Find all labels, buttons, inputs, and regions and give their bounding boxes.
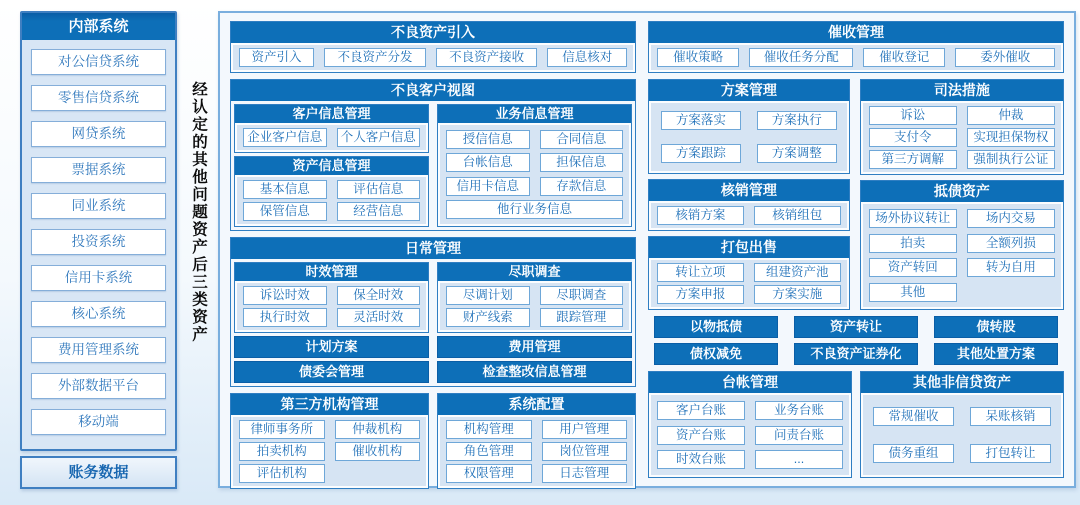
- bar-expense-management[interactable]: 费用管理: [437, 336, 632, 358]
- system-config-module[interactable]: 角色管理: [446, 442, 532, 461]
- section-other-noncredit: [860, 371, 1064, 478]
- disposal-bar[interactable]: 不良资产证券化: [794, 343, 918, 365]
- collateral-asset-module[interactable]: 全额列损: [967, 234, 1055, 253]
- collateral-asset-module[interactable]: 其他: [869, 283, 957, 302]
- internal-system-item[interactable]: 同业系统: [31, 193, 166, 219]
- customer-info-module[interactable]: 企业客户信息: [243, 128, 327, 147]
- main-right-column: [648, 21, 1064, 478]
- system-config-module[interactable]: 机构管理: [446, 420, 532, 439]
- internal-systems-panel: [20, 11, 177, 451]
- due-diligence-module[interactable]: 尽职调查: [540, 286, 624, 305]
- aging-module[interactable]: 执行时效: [243, 308, 327, 327]
- plan-module[interactable]: 方案落实: [661, 111, 741, 130]
- third-party-module[interactable]: 仲裁机构: [335, 420, 421, 439]
- package-sale-title: 打包出售: [649, 237, 849, 258]
- collateral-asset-module[interactable]: 拍卖: [869, 234, 957, 253]
- ledger-title: 台帐管理: [649, 372, 851, 393]
- vertical-category-label: 经认定的其他问题资产后三类资产: [190, 81, 207, 344]
- plan-module[interactable]: 方案执行: [757, 111, 837, 130]
- bar-inspection-rectification[interactable]: 检查整改信息管理: [437, 361, 632, 383]
- ledger-module[interactable]: 资产台账: [657, 426, 745, 445]
- aging-module[interactable]: 诉讼时效: [243, 286, 327, 305]
- customer-view-right: [437, 104, 632, 227]
- section-judicial: [860, 79, 1064, 175]
- main-left-column: [230, 21, 636, 478]
- internal-systems-list: [22, 40, 175, 449]
- business-info-module[interactable]: 他行业务信息: [446, 200, 623, 219]
- section-plan-management: [648, 79, 850, 174]
- daily-body: [231, 259, 635, 386]
- npl-intake-module[interactable]: 资产引入: [239, 48, 314, 67]
- judicial-module[interactable]: 实现担保物权: [967, 128, 1055, 147]
- section-customer-view-title: 不良客户视图: [231, 80, 635, 101]
- due-diligence-modules: [440, 283, 629, 330]
- ledger-module[interactable]: 业务台账: [755, 401, 843, 420]
- right-middle-row: [648, 79, 1064, 310]
- npl-intake-modules: [233, 45, 633, 70]
- ledger-module[interactable]: 时效台账: [657, 450, 745, 469]
- writeoff-module[interactable]: 核销方案: [657, 206, 744, 225]
- collateral-asset-module[interactable]: 场内交易: [967, 209, 1055, 228]
- disposal-bar[interactable]: 资产转让: [794, 316, 918, 338]
- subsection-asset-info: [234, 156, 429, 227]
- subsection-customer-info: [234, 104, 429, 153]
- disposal-bars: [648, 316, 1064, 365]
- system-config-module[interactable]: 岗位管理: [542, 442, 628, 461]
- aging-module[interactable]: 灵活时效: [337, 308, 421, 327]
- system-config-title: 系统配置: [438, 394, 635, 415]
- ledger-module[interactable]: 客户台账: [657, 401, 745, 420]
- section-package-sale: [648, 236, 850, 310]
- internal-system-item[interactable]: 费用管理系统: [31, 337, 166, 363]
- internal-system-item[interactable]: 信用卡系统: [31, 265, 166, 291]
- judicial-module[interactable]: 第三方调解: [869, 150, 957, 169]
- internal-system-item[interactable]: 外部数据平台: [31, 373, 166, 399]
- package-sale-modules: [651, 260, 847, 307]
- disposal-bar[interactable]: 债转股: [934, 316, 1058, 338]
- bar-creditor-committee[interactable]: 债委会管理: [234, 361, 429, 383]
- package-sale-module[interactable]: 方案申报: [657, 285, 744, 304]
- internal-system-item[interactable]: 网贷系统: [31, 121, 166, 147]
- right-bottom-row: [648, 371, 1064, 478]
- plan-management-title: 方案管理: [649, 80, 849, 101]
- other-noncredit-module[interactable]: 呆账核销: [970, 407, 1051, 426]
- right-middle-right: [860, 79, 1064, 310]
- internal-system-item[interactable]: 投资系统: [31, 229, 166, 255]
- collection-module[interactable]: 催收策略: [657, 48, 739, 67]
- section-third-party: [230, 393, 429, 489]
- internal-system-item[interactable]: 核心系统: [31, 301, 166, 327]
- npl-intake-module[interactable]: 不良资产接收: [436, 48, 538, 67]
- business-info-module[interactable]: 存款信息: [540, 177, 624, 196]
- asset-info-modules: [237, 177, 426, 224]
- third-party-module[interactable]: 拍卖机构: [239, 442, 325, 461]
- system-config-module[interactable]: 日志管理: [542, 464, 628, 483]
- customer-info-module[interactable]: 个人客户信息: [337, 128, 421, 147]
- ledger-module[interactable]: 问责台账: [755, 426, 843, 445]
- third-party-module[interactable]: 评估机构: [239, 464, 325, 483]
- other-noncredit-module[interactable]: 打包转让: [970, 444, 1051, 463]
- third-party-module[interactable]: 律师事务所: [239, 420, 325, 439]
- other-noncredit-title: 其他非信贷资产: [861, 372, 1063, 393]
- judicial-title: 司法措施: [861, 80, 1063, 101]
- internal-system-item[interactable]: 对公信贷系统: [31, 49, 166, 75]
- asset-info-module[interactable]: 基本信息: [243, 180, 327, 199]
- collection-module[interactable]: 催收登记: [863, 48, 945, 67]
- plan-module[interactable]: 方案跟踪: [661, 144, 741, 163]
- subsection-aging: [234, 262, 429, 333]
- aging-module[interactable]: 保全时效: [337, 286, 421, 305]
- due-diligence-module[interactable]: 尽调计划: [446, 286, 530, 305]
- section-npl-intake-title: 不良资产引入: [231, 22, 635, 43]
- npl-intake-module[interactable]: 信息核对: [547, 48, 627, 67]
- other-noncredit-module[interactable]: 常规催收: [873, 407, 954, 426]
- system-config-module[interactable]: 权限管理: [446, 464, 532, 483]
- business-info-title: 业务信息管理: [438, 105, 631, 123]
- section-writeoff: [648, 179, 850, 231]
- collection-module[interactable]: 催收任务分配: [749, 48, 853, 67]
- internal-system-item[interactable]: 票据系统: [31, 157, 166, 183]
- due-diligence-module[interactable]: 跟踪管理: [540, 308, 624, 327]
- daily-right: [437, 262, 632, 383]
- other-noncredit-modules: [863, 395, 1061, 475]
- section-system-config: [437, 393, 636, 489]
- system-config-modules: [440, 417, 633, 486]
- business-info-module[interactable]: 担保信息: [540, 153, 624, 172]
- plan-modules: [651, 103, 847, 171]
- due-diligence-module[interactable]: 财产线索: [446, 308, 530, 327]
- section-customer-view: [230, 79, 636, 231]
- internal-system-item[interactable]: 移动端: [31, 409, 166, 435]
- internal-systems-title: 内部系统: [22, 13, 175, 40]
- customer-view-left: [234, 104, 429, 227]
- judicial-module[interactable]: 诉讼: [869, 106, 957, 125]
- business-info-module[interactable]: 授信信息: [446, 130, 530, 149]
- judicial-module[interactable]: 支付令: [869, 128, 957, 147]
- collection-title: 催收管理: [649, 22, 1063, 43]
- collateral-asset-module[interactable]: 场外协议转让: [869, 209, 957, 228]
- asset-info-module[interactable]: 保管信息: [243, 202, 327, 221]
- daily-management-title: 日常管理: [231, 238, 635, 259]
- aging-title: 时效管理: [235, 263, 428, 281]
- third-party-title: 第三方机构管理: [231, 394, 428, 415]
- customer-info-modules: [237, 125, 426, 150]
- business-info-module[interactable]: 台帐信息: [446, 153, 530, 172]
- writeoff-modules: [651, 203, 847, 228]
- writeoff-module[interactable]: 核销组包: [754, 206, 841, 225]
- internal-system-item[interactable]: 零售信贷系统: [31, 85, 166, 111]
- collateral-asset-module[interactable]: 转为自用: [967, 258, 1055, 277]
- business-info-modules: [440, 125, 629, 224]
- customer-info-title: 客户信息管理: [235, 105, 428, 123]
- disposal-bar[interactable]: 债权减免: [654, 343, 778, 365]
- collateral-asset-module[interactable]: 资产转回: [869, 258, 957, 277]
- package-sale-module[interactable]: 方案实施: [754, 285, 841, 304]
- plan-module[interactable]: 方案调整: [757, 144, 837, 163]
- section-npl-intake: [230, 21, 636, 73]
- collateral-assets-title: 抵债资产: [861, 181, 1063, 202]
- customer-view-body: [231, 101, 635, 230]
- asset-info-title: 资产信息管理: [235, 157, 428, 175]
- aging-modules: [237, 283, 426, 330]
- judicial-modules: [863, 103, 1061, 172]
- judicial-module[interactable]: 强制执行公证: [967, 150, 1055, 169]
- bar-plan-scheme[interactable]: 计划方案: [234, 336, 429, 358]
- section-collateral-assets: [860, 180, 1064, 310]
- system-config-module[interactable]: 用户管理: [542, 420, 628, 439]
- ledger-module[interactable]: ...: [755, 450, 843, 469]
- collection-modules: [651, 45, 1061, 70]
- asset-info-module[interactable]: 经营信息: [337, 202, 421, 221]
- collateral-assets-modules: [863, 204, 1061, 307]
- business-info-module[interactable]: 信用卡信息: [446, 177, 530, 196]
- daily-left: [234, 262, 429, 383]
- section-collection: [648, 21, 1064, 73]
- npl-intake-module[interactable]: 不良资产分发: [324, 48, 426, 67]
- section-ledger: [648, 371, 852, 478]
- section-daily-management: [230, 237, 636, 387]
- finance-data-box[interactable]: 账务数据: [20, 456, 177, 489]
- other-noncredit-module[interactable]: 债务重组: [873, 444, 954, 463]
- package-sale-module[interactable]: 转让立项: [657, 263, 744, 282]
- third-party-modules: [233, 417, 426, 486]
- package-sale-module[interactable]: 组建资产池: [754, 263, 841, 282]
- subsection-due-diligence: [437, 262, 632, 333]
- asset-info-module[interactable]: 评估信息: [337, 180, 421, 199]
- right-middle-left: [648, 79, 850, 310]
- disposal-bar[interactable]: 以物抵债: [654, 316, 778, 338]
- writeoff-title: 核销管理: [649, 180, 849, 201]
- due-diligence-title: 尽职调查: [438, 263, 631, 281]
- subsection-business-info: [437, 104, 632, 227]
- disposal-bar[interactable]: 其他处置方案: [934, 343, 1058, 365]
- judicial-module[interactable]: 仲裁: [967, 106, 1055, 125]
- left-bottom-row: [230, 393, 636, 489]
- main-panel: [218, 11, 1076, 488]
- collection-module[interactable]: 委外催收: [955, 48, 1055, 67]
- third-party-module[interactable]: 催收机构: [335, 442, 421, 461]
- ledger-modules: [651, 395, 849, 475]
- business-info-module[interactable]: 合同信息: [540, 130, 624, 149]
